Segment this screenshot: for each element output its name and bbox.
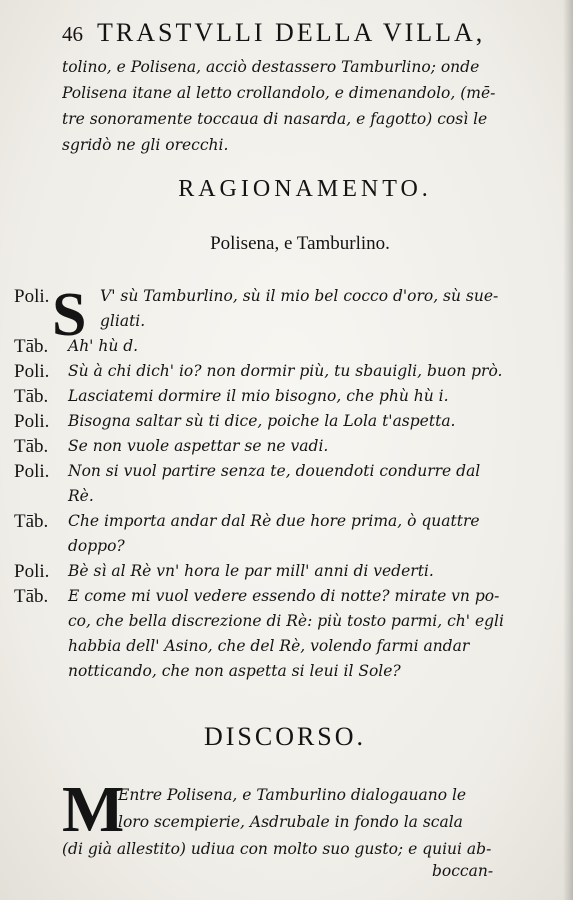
dialogue-line bbox=[14, 634, 544, 659]
line-text: Ah' hù d. bbox=[68, 337, 139, 355]
speaker: Poli. bbox=[14, 286, 50, 307]
line-text: doppo? bbox=[68, 537, 125, 555]
line-text: E come mi vuol vedere essendo di notte? mirate vn po- bbox=[68, 587, 500, 605]
line-text: habbia dell' Asino, che del Rè, volendo farmi andar bbox=[68, 637, 470, 655]
speaker: Poli. bbox=[14, 461, 50, 482]
line-text: Rè. bbox=[68, 487, 94, 505]
speaker: Poli. bbox=[14, 561, 50, 582]
dialogue-line bbox=[14, 559, 544, 584]
drop-cap-m: M bbox=[62, 773, 125, 846]
drop-cap-s: S bbox=[52, 281, 87, 349]
dialogue-line bbox=[14, 309, 544, 334]
dialogue-line bbox=[14, 434, 544, 459]
dialogue-block bbox=[14, 281, 544, 684]
line-text: V' sù Tamburlino, sù il mio bel cocco d'oro, sù sue- bbox=[100, 287, 499, 305]
discorso-paragraph bbox=[62, 782, 540, 863]
intro-line: tre sonoramente toccaua di nasarda, e fagotto) così le bbox=[62, 110, 488, 128]
running-title: TRASTVLLI DELLA VILLA, bbox=[97, 18, 486, 47]
intro-line: sgridò ne gli orecchi. bbox=[62, 136, 229, 154]
line-text: Lasciatemi dormire il mio bisogno, che phù hù i. bbox=[68, 387, 449, 405]
dialogue-line bbox=[14, 384, 544, 409]
dialogue-line bbox=[14, 459, 544, 484]
intro-paragraph bbox=[62, 54, 540, 158]
dialogue-subtitle: Polisena, e Tamburlino. bbox=[210, 233, 390, 254]
line-text: gliati. bbox=[100, 312, 146, 330]
speaker: Poli. bbox=[14, 361, 50, 382]
dialogue-line bbox=[14, 284, 544, 309]
line-text: notticando, che non aspetta si leui il Sole? bbox=[68, 662, 401, 680]
running-header bbox=[62, 18, 532, 52]
speaker: Poli. bbox=[14, 411, 50, 432]
discorso-heading: DISCORSO. bbox=[203, 722, 367, 751]
speaker: Tāb. bbox=[14, 436, 49, 457]
line-text: Non si vuol partire senza te, douendoti condurre dal bbox=[68, 462, 481, 480]
section-heading: RAGIONAMENTO. bbox=[178, 176, 432, 202]
paragraph-line: Entre Polisena, e Tamburlino dialogauano le bbox=[118, 786, 467, 804]
line-text: Sù à chi dich' io? non dormir più, tu sbauigli, buon prò. bbox=[68, 362, 503, 380]
speaker: Tāb. bbox=[14, 511, 49, 532]
catchword: boccan- bbox=[432, 862, 494, 880]
dialogue-line bbox=[14, 484, 544, 509]
dialogue-line bbox=[14, 409, 544, 434]
dialogue-line bbox=[14, 534, 544, 559]
line-text: Se non vuole aspettar se ne vadi. bbox=[68, 437, 329, 455]
dialogue-line bbox=[14, 584, 544, 609]
dialogue-line bbox=[14, 359, 544, 384]
intro-line: tolino, e Polisena, acciò destassero Tamburlino; onde bbox=[62, 58, 480, 76]
dialogue-line bbox=[14, 659, 544, 684]
dialogue-line bbox=[14, 609, 544, 634]
line-text: Bisogna saltar sù ti dice, poiche la Lola t'aspetta. bbox=[68, 412, 456, 430]
line-text: Che importa andar dal Rè due hore prima, ò quattre bbox=[68, 512, 480, 530]
speaker: Tāb. bbox=[14, 586, 49, 607]
page-edge-shadow bbox=[563, 0, 573, 900]
paragraph-line: loro scempierie, Asdrubale in fondo la scala bbox=[118, 813, 463, 831]
intro-line: Polisena itane al letto crollandolo, e dimenandolo, (mē- bbox=[62, 84, 496, 102]
dialogue-line bbox=[14, 334, 544, 359]
line-text: co, che bella discrezione di Rè: più tosto parmi, ch' egli bbox=[68, 612, 504, 630]
speaker: Tāb. bbox=[14, 386, 49, 407]
paragraph-line: (di già allestito) udiua con molto suo gusto; e quiui ab- bbox=[62, 840, 492, 858]
line-text: Bè sì al Rè vn' hora le par mill' anni di vederti. bbox=[68, 562, 434, 580]
dialogue-line bbox=[14, 509, 544, 534]
page-number: 46 bbox=[62, 22, 83, 46]
speaker: Tāb. bbox=[14, 336, 49, 357]
